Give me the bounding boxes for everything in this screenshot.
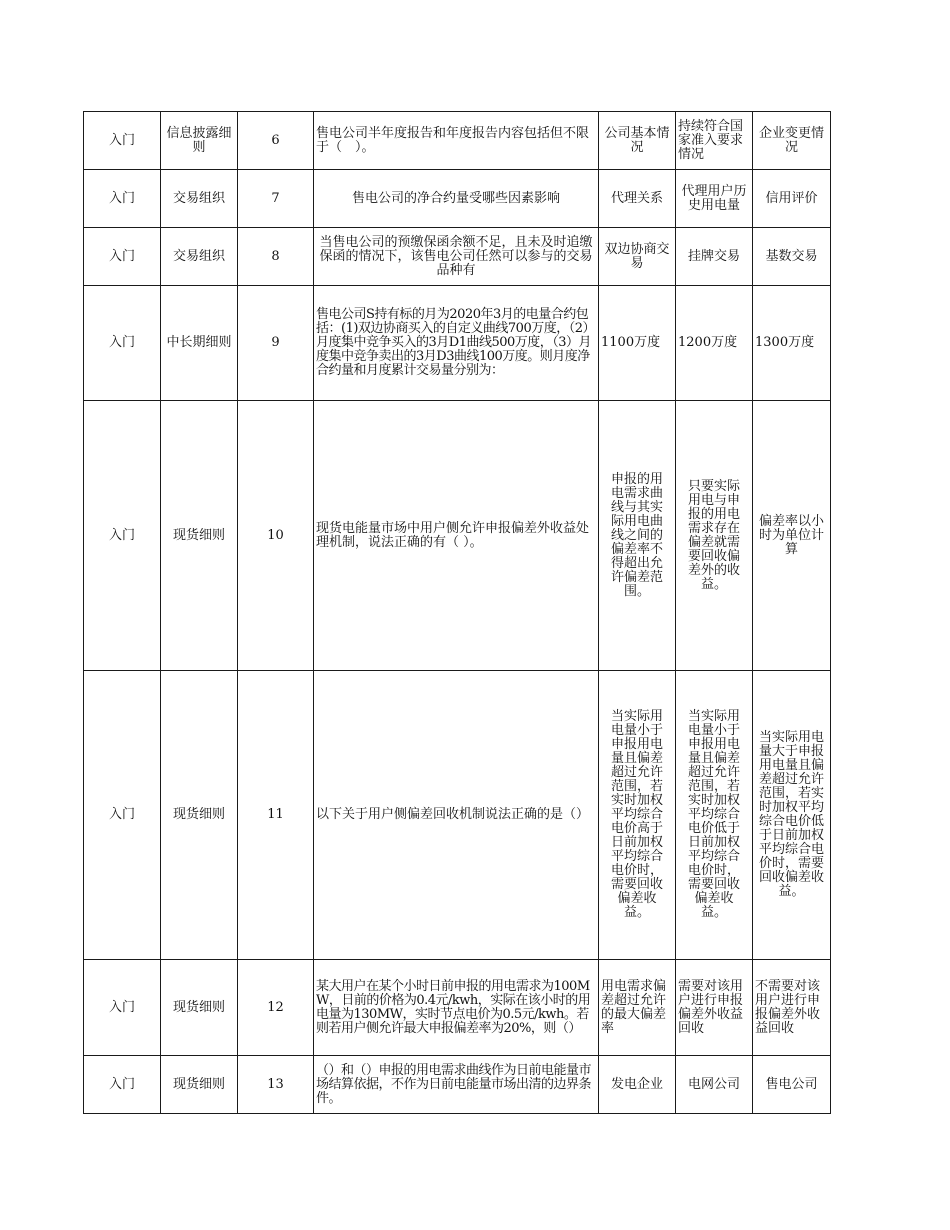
category-cell: 现货细则 — [161, 401, 238, 671]
category-cell: 交易组织 — [161, 228, 238, 286]
option-c-cell: 当实际用电量大于申报用电量且偏差超过允许范围，若实时加权平均综合电价低于日前加权平均综合电价时，需要回收偏差收益。 — [753, 671, 831, 960]
number-cell: 7 — [238, 170, 314, 228]
number-cell: 13 — [238, 1056, 314, 1114]
table-row — [84, 286, 831, 401]
question-cell: 某大用户在某个小时日前申报的用电需求为100MW，日前的价格为0.4元/kwh，实际在该小时的用电量为130MW，实时节点电价为0.5元/kwh。若则若用户侧允许最大申报偏差率为20%，则（） — [314, 960, 599, 1056]
option-a-cell: 当实际用电量小于申报用电量且偏差超过允许范围，若实时加权平均综合电价高于日前加权平均综合电价时，需要回收偏差收益。 — [599, 671, 676, 960]
number-cell: 10 — [238, 401, 314, 671]
level-cell: 入门 — [84, 112, 161, 170]
question-cell: 售电公司的净合约量受哪些因素影响 — [314, 170, 599, 228]
number-cell: 11 — [238, 671, 314, 960]
table-row — [84, 170, 831, 228]
level-cell: 入门 — [84, 228, 161, 286]
option-c-cell: 信用评价 — [753, 170, 831, 228]
question-cell: 以下关于用户侧偏差回收机制说法正确的是（） — [314, 671, 599, 960]
option-a-cell: 用电需求偏差超过允许的最大偏差率 — [599, 960, 676, 1056]
table-row — [84, 112, 831, 170]
level-cell: 入门 — [84, 671, 161, 960]
option-c-cell: 企业变更情况 — [753, 112, 831, 170]
question-table — [83, 111, 831, 1114]
category-cell: 中长期细则 — [161, 286, 238, 401]
number-cell: 9 — [238, 286, 314, 401]
option-a-cell: 代理关系 — [599, 170, 676, 228]
option-a-cell: 发电企业 — [599, 1056, 676, 1114]
option-b-cell: 需要对该用户进行申报偏差外收益回收 — [676, 960, 753, 1056]
option-a-cell: 1100万度 — [599, 286, 676, 401]
category-cell: 现货细则 — [161, 1056, 238, 1114]
question-cell: （）和（）申报的用电需求曲线作为日前电能量市场结算依据，不作为日前电能量市场出清的边界条件。 — [314, 1056, 599, 1114]
table-row — [84, 671, 831, 960]
option-c-cell: 售电公司 — [753, 1056, 831, 1114]
category-cell: 交易组织 — [161, 170, 238, 228]
option-a-cell: 双边协商交易 — [599, 228, 676, 286]
number-cell: 12 — [238, 960, 314, 1056]
question-cell: 售电公司S持有标的月为2020年3月的电量合约包括：(1)双边协商买入的自定义曲线700万度，（2）月度集中竞争买入的3月D1曲线500万度，（3）月度集中竞争卖出的3月D3曲线100万度。则月度净合约量和月度累计交易量分别为： — [314, 286, 599, 401]
question-cell: 现货电能量市场中用户侧允许申报偏差外收益处理机制，说法正确的有（ ）。 — [314, 401, 599, 671]
option-b-cell: 挂牌交易 — [676, 228, 753, 286]
option-b-cell: 代理用户历史用电量 — [676, 170, 753, 228]
level-cell: 入门 — [84, 286, 161, 401]
number-cell: 6 — [238, 112, 314, 170]
table-row — [84, 228, 831, 286]
number-cell: 8 — [238, 228, 314, 286]
level-cell: 入门 — [84, 960, 161, 1056]
option-b-cell: 只要实际用电与申报的用电需求存在偏差就需要回收偏差外的收益。 — [676, 401, 753, 671]
option-a-cell: 申报的用电需求曲线与其实际用电曲线之间的偏差率不得超出允许偏差范围。 — [599, 401, 676, 671]
option-b-cell: 1200万度 — [676, 286, 753, 401]
option-c-cell: 偏差率以小时为单位计算 — [753, 401, 831, 671]
question-cell: 当售电公司的预缴保函余额不足，且未及时追缴保函的情况下，该售电公司任然可以参与的交易品种有 — [314, 228, 599, 286]
level-cell: 入门 — [84, 401, 161, 671]
option-b-cell: 电网公司 — [676, 1056, 753, 1114]
category-cell: 现货细则 — [161, 960, 238, 1056]
option-c-cell: 不需要对该用户进行申报偏差外收益回收 — [753, 960, 831, 1056]
option-c-cell: 基数交易 — [753, 228, 831, 286]
question-cell: 售电公司半年度报告和年度报告内容包括但不限于（ ）。 — [314, 112, 599, 170]
option-b-cell: 持续符合国家准入要求情况 — [676, 112, 753, 170]
category-cell: 信息披露细则 — [161, 112, 238, 170]
option-c-cell: 1300万度 — [753, 286, 831, 401]
table-row — [84, 1056, 831, 1114]
level-cell: 入门 — [84, 170, 161, 228]
table-row — [84, 401, 831, 671]
level-cell: 入门 — [84, 1056, 161, 1114]
option-b-cell: 当实际用电量小于申报用电量且偏差超过允许范围，若实时加权平均综合电价低于日前加权平均综合电价时，需要回收偏差收益。 — [676, 671, 753, 960]
table-row — [84, 960, 831, 1056]
option-a-cell: 公司基本情况 — [599, 112, 676, 170]
category-cell: 现货细则 — [161, 671, 238, 960]
